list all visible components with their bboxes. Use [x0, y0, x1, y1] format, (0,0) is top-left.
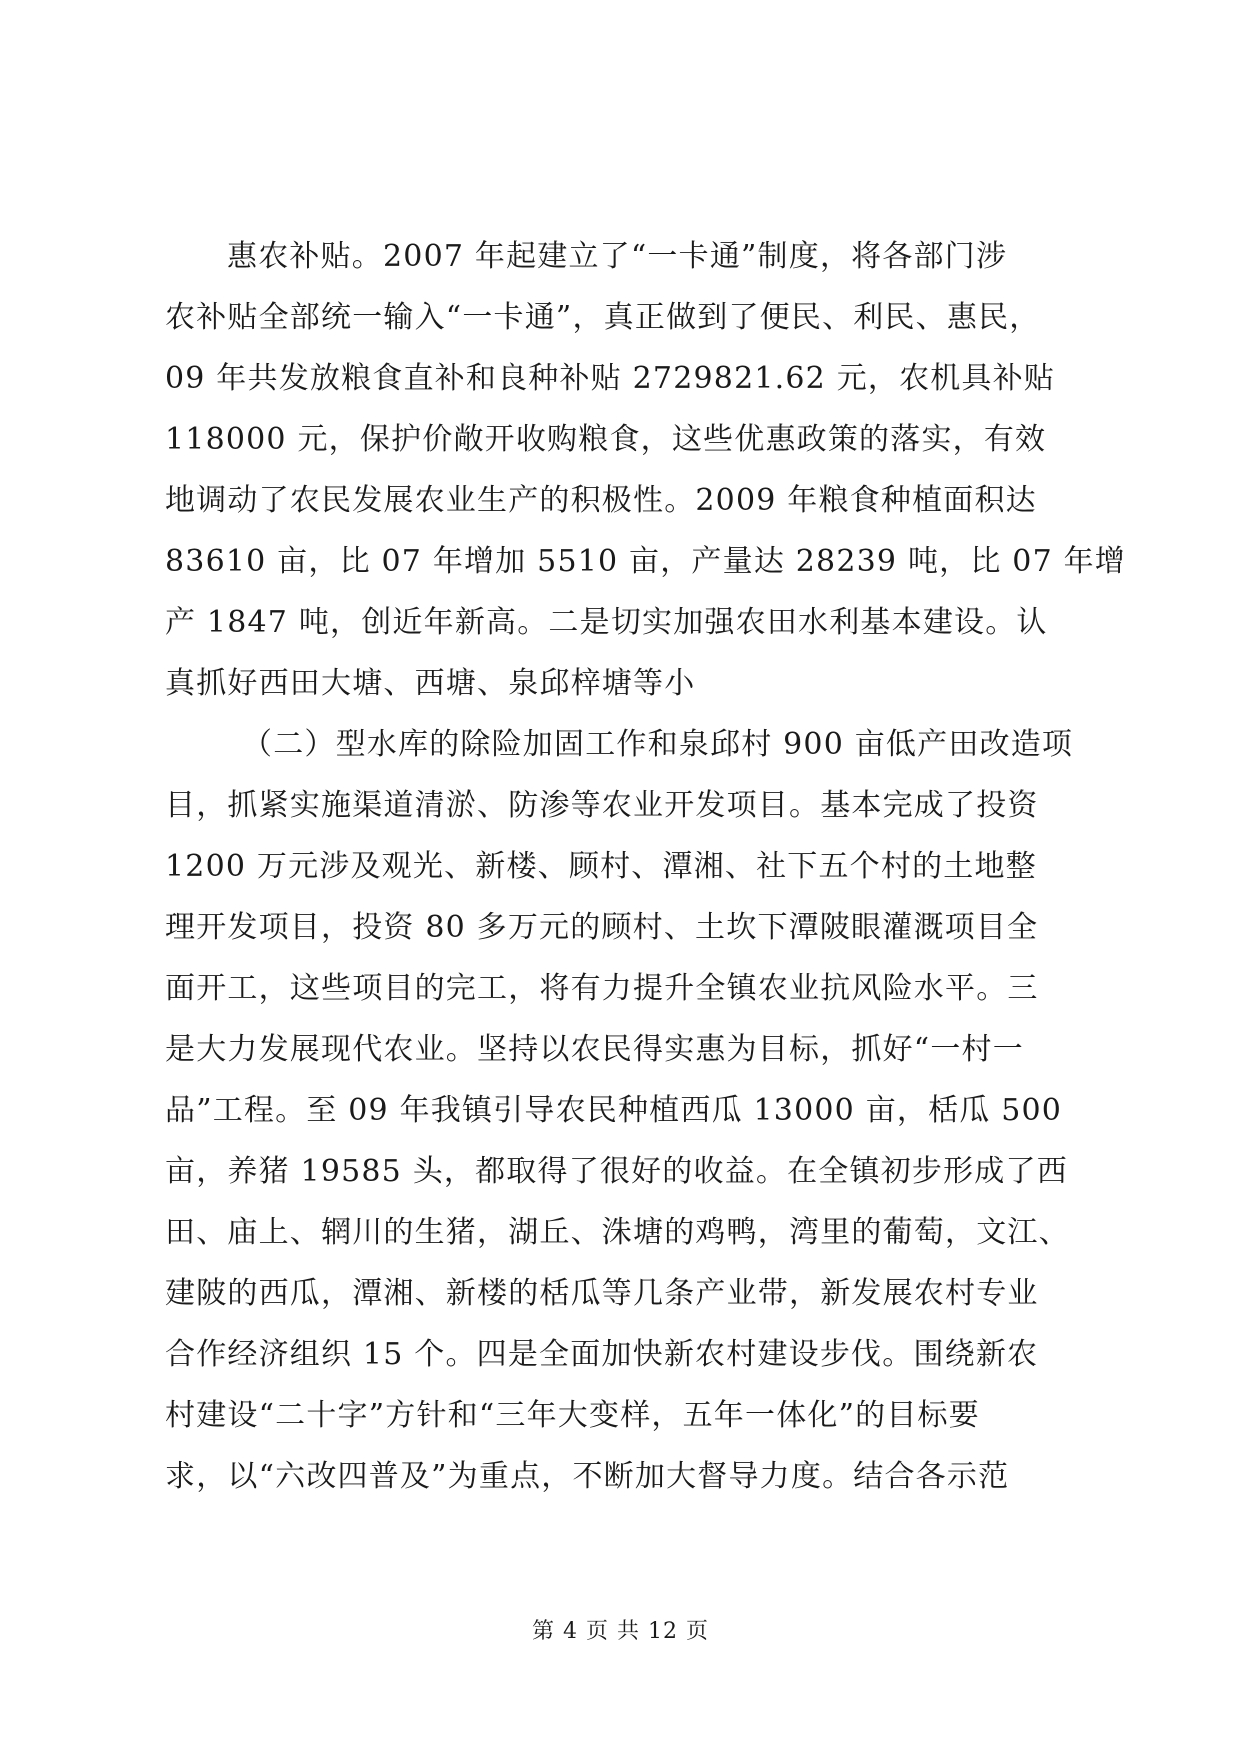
- paragraph-line: 09 年共发放粮食直补和良种补贴 2729821.62 元，农机具补贴: [165, 361, 1056, 396]
- document-body: [165, 226, 1126, 1507]
- paragraph-line: （二）型水库的除险加固工作和泉邱村 900 亩低产田改造项: [242, 727, 1074, 762]
- paragraph-line: 地调动了农民发展农业生产的积极性。2009 年粮食种植面积达: [165, 483, 1037, 518]
- paragraph-line: 面开工，这些项目的完工，将有力提升全镇农业抗风险水平。三: [165, 971, 1039, 1006]
- page-number-footer: 第 4 页 共 12 页: [532, 1619, 709, 1644]
- paragraph-line: 村建设“二十字”方针和“三年大变样，五年一体化”的目标要: [165, 1398, 980, 1433]
- paragraph-line: 求，以“六改四普及”为重点，不断加大督导力度。结合各示范: [165, 1459, 1010, 1494]
- paragraph-line: 是大力发展现代农业。坚持以农民得实惠为目标，抓好“一村一: [165, 1032, 1024, 1067]
- paragraph-line: 真抓好西田大塘、西塘、泉邱梓塘等小: [165, 666, 696, 701]
- paragraph-line: 1200 万元涉及观光、新楼、顾村、潭湘、社下五个村的土地整: [165, 849, 1037, 884]
- paragraph-line: 合作经济组织 15 个。四是全面加快新农村建设步伐。围绕新农: [165, 1337, 1039, 1372]
- paragraph-line: 品”工程。至 09 年我镇引导农民种植西瓜 13000 亩，栝瓜 500: [165, 1093, 1063, 1128]
- paragraph-line: 亩，养猪 19585 头，都取得了很好的收益。在全镇初步形成了西: [165, 1154, 1068, 1189]
- paragraph-line: 惠农补贴。2007 年起建立了“一卡通”制度，将各部门涉: [227, 239, 1008, 274]
- paragraph-line: 田、庙上、辋川的生猪，湖丘、洙塘的鸡鸭，湾里的葡萄，文江、: [165, 1215, 1070, 1250]
- paragraph-line: 目，抓紧实施渠道清淤、防渗等农业开发项目。基本完成了投资: [165, 788, 1039, 823]
- paragraph-line: 农补贴全部统一输入“一卡通”，真正做到了便民、利民、惠民，: [165, 300, 1041, 335]
- paragraph-line: 83610 亩，比 07 年增加 5510 亩，产量达 28239 吨，比 07 年增: [165, 544, 1126, 579]
- paragraph-line: 理开发项目，投资 80 多万元的顾村、土坎下潭陂眼灌溉项目全: [165, 910, 1039, 945]
- paragraph-line: 建陂的西瓜，潭湘、新楼的栝瓜等几条产业带，新发展农村专业: [165, 1276, 1039, 1311]
- paragraph-line: 产 1847 吨，创近年新高。二是切实加强农田水利基本建设。认: [165, 605, 1048, 640]
- paragraph-line: 118000 元，保护价敞开收购粮食，这些优惠政策的落实，有效: [165, 422, 1047, 457]
